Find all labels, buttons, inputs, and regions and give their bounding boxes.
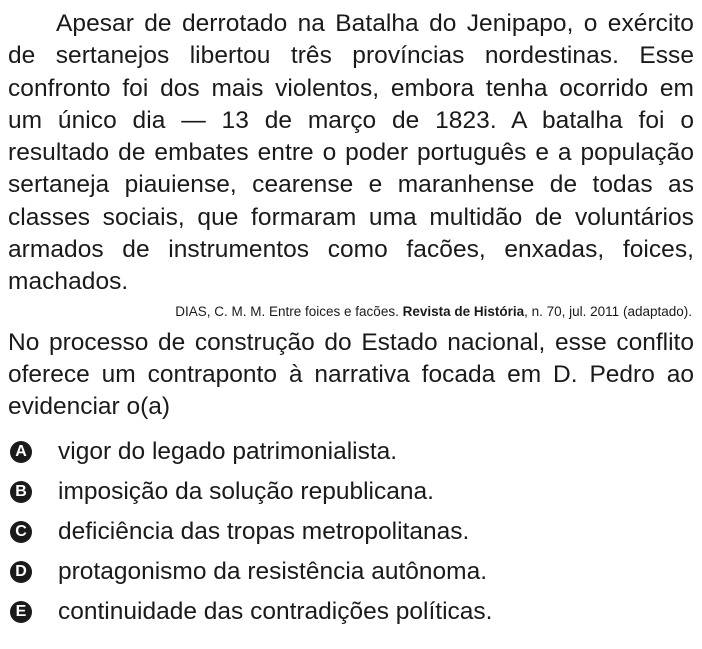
option-c-text: deficiência das tropas metropolitanas. xyxy=(58,517,470,545)
option-e[interactable] xyxy=(8,592,694,632)
answer-options xyxy=(8,432,694,632)
question-page xyxy=(8,8,694,632)
source-author-title: DIAS, C. M. M. Entre foices e facões. xyxy=(175,303,403,319)
option-b[interactable] xyxy=(8,472,694,512)
option-b-text: imposição da solução republicana. xyxy=(58,477,434,505)
option-d-text: protagonismo da resistência autônoma. xyxy=(58,557,488,585)
source-details: , n. 70, jul. 2011 (adaptado). xyxy=(524,303,692,319)
question-prompt: No processo de construção do Estado nacional, esse conflito oferece um contraponto à narrativa focada em D. Pedro ao evidenciar o(a) xyxy=(8,328,694,421)
option-a[interactable] xyxy=(8,432,694,472)
option-a-text: vigor do legado patrimonialista. xyxy=(58,437,398,465)
passage-text: Apesar de derrotado na Batalha do Jenipapo, o exército de sertanejos libertou três províncias nordestinas. Esse confronto foi dos mais violentos, embora tenha ocorrido em um único dia — 13 de março de 1823. A batalha foi o resultado de embates entre o poder português e a população sertaneja piauiense, cearense e maranhense de todas as classes sociais, que formaram uma multidão de voluntários armados de instrumentos como facões, enxadas, foices, machados. xyxy=(8,10,694,296)
option-e-letter-badge: E xyxy=(10,601,32,623)
option-e-text: continuidade das contradições políticas. xyxy=(58,597,493,625)
option-c[interactable] xyxy=(8,512,694,552)
option-a-letter-badge: A xyxy=(10,441,32,463)
option-b-letter-badge: B xyxy=(10,481,32,503)
option-d-letter-badge: D xyxy=(10,561,32,583)
source-citation xyxy=(8,301,694,323)
source-journal: Revista de História xyxy=(402,303,525,319)
option-d[interactable] xyxy=(8,552,694,592)
option-c-letter-badge: C xyxy=(10,521,32,543)
